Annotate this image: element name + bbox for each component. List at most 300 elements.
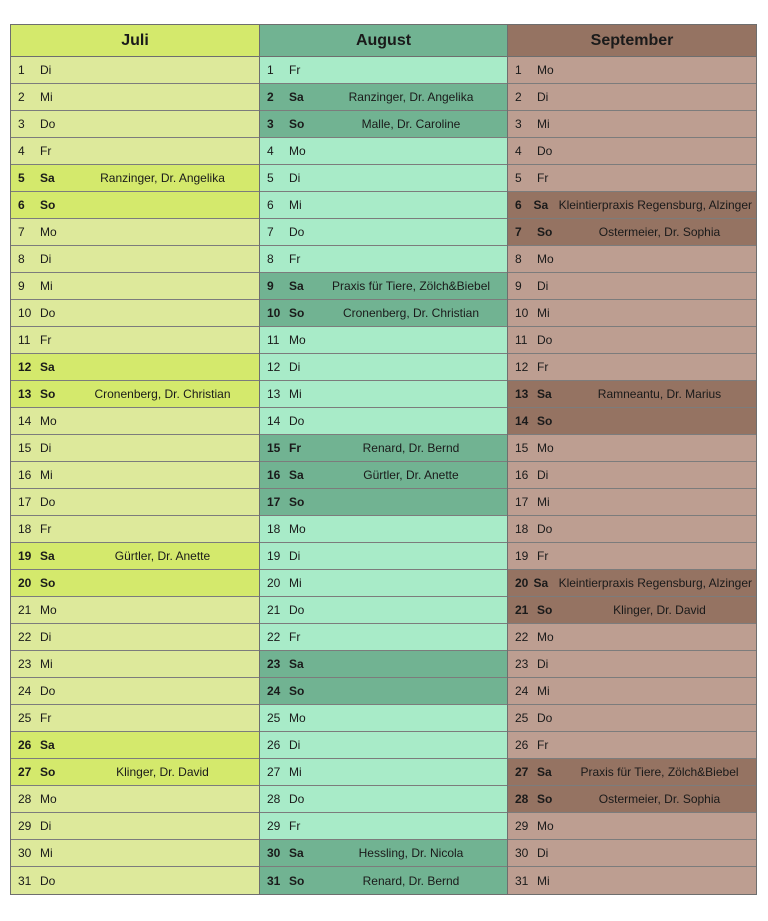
day-row: [260, 138, 507, 165]
day-row: [508, 138, 756, 165]
weekday: Mo: [537, 63, 554, 77]
day-row: [508, 354, 756, 381]
weekday: Mo: [537, 819, 554, 833]
duty-practice: Klinger, Dr. David: [613, 603, 706, 617]
day-row: [508, 516, 756, 543]
day-number: 18: [515, 522, 529, 536]
day-row: [508, 624, 756, 651]
day-row: [11, 84, 259, 111]
day-row: [508, 273, 756, 300]
day-row: [508, 759, 756, 786]
weekday: Do: [289, 225, 305, 239]
weekday: So: [537, 792, 553, 806]
weekday: Mo: [537, 252, 554, 266]
day-row: [508, 300, 756, 327]
weekday: Sa: [289, 279, 304, 293]
weekday: Do: [40, 684, 56, 698]
day-row: [11, 273, 259, 300]
day-row: [260, 678, 507, 705]
day-number: 8: [267, 252, 274, 266]
weekday: Di: [40, 819, 52, 833]
day-number: 17: [267, 495, 281, 509]
day-row: [11, 543, 259, 570]
day-number: 1: [18, 63, 25, 77]
weekday: Mi: [537, 117, 550, 131]
day-number: 20: [18, 576, 32, 590]
day-row: [260, 813, 507, 840]
day-number: 9: [18, 279, 25, 293]
weekday: Mi: [537, 495, 550, 509]
day-number: 28: [267, 792, 281, 806]
day-number: 6: [267, 198, 274, 212]
day-number: 15: [515, 441, 529, 455]
day-row: [11, 138, 259, 165]
weekday: So: [40, 198, 56, 212]
weekday: Mo: [289, 144, 306, 158]
duty-practice: Ranzinger, Dr. Angelika: [100, 171, 225, 185]
day-number: 30: [267, 846, 281, 860]
day-row: [508, 462, 756, 489]
day-row: [11, 381, 259, 408]
weekday: Mi: [537, 306, 550, 320]
day-number: 25: [267, 711, 281, 725]
day-number: 21: [18, 603, 32, 617]
day-number: 22: [267, 630, 281, 644]
weekday: Do: [40, 306, 56, 320]
day-number: 29: [515, 819, 529, 833]
day-number: 12: [18, 360, 32, 374]
day-row: [508, 543, 756, 570]
day-number: 7: [18, 225, 25, 239]
day-row: [508, 84, 756, 111]
weekday: Fr: [537, 549, 549, 563]
day-number: 23: [267, 657, 281, 671]
weekday: Sa: [537, 387, 552, 401]
day-number: 20: [515, 576, 529, 590]
day-row: [508, 57, 756, 84]
weekday: Do: [40, 873, 56, 888]
day-row: [11, 651, 259, 678]
duty-practice: Kleintierpraxis Regensburg, Alzinger: [558, 576, 752, 590]
day-row: [508, 192, 756, 219]
month-header: Juli: [11, 25, 259, 57]
day-number: 31: [18, 873, 32, 888]
day-row: [11, 759, 259, 786]
day-number: 19: [18, 549, 32, 563]
weekday: Sa: [289, 846, 304, 860]
day-row: [11, 597, 259, 624]
day-row: [11, 786, 259, 813]
weekday: Di: [40, 441, 52, 455]
month-column-september: [507, 25, 756, 894]
day-row: [508, 597, 756, 624]
duty-practice: Cronenberg, Dr. Christian: [342, 306, 480, 320]
day-row: [11, 408, 259, 435]
weekday: Di: [537, 279, 549, 293]
weekday: Mo: [40, 414, 57, 428]
weekday: Do: [40, 117, 56, 131]
weekday: So: [289, 117, 305, 131]
day-number: 15: [267, 441, 281, 455]
weekday: Fr: [537, 738, 549, 752]
day-row: [508, 435, 756, 462]
weekday: Di: [40, 63, 52, 77]
day-row: [260, 597, 507, 624]
weekday: So: [289, 684, 305, 698]
month-column-juli: [11, 25, 259, 894]
weekday: Mi: [40, 846, 53, 860]
day-row: [11, 57, 259, 84]
day-number: 25: [515, 711, 529, 725]
day-row: [260, 651, 507, 678]
day-number: 9: [267, 279, 274, 293]
day-number: 11: [18, 333, 31, 347]
day-number: 26: [18, 738, 32, 752]
duty-practice: Renard, Dr. Bernd: [362, 441, 460, 455]
weekday: Sa: [40, 738, 55, 752]
weekday: Fr: [40, 711, 52, 725]
weekday: Do: [289, 414, 305, 428]
day-row: [11, 489, 259, 516]
weekday: Fr: [289, 441, 301, 455]
weekday: Fr: [289, 63, 301, 77]
weekday: Mi: [40, 657, 53, 671]
day-number: 24: [18, 684, 32, 698]
day-number: 14: [515, 414, 529, 428]
day-row: [260, 867, 507, 894]
day-number: 30: [515, 846, 529, 860]
day-row: [260, 219, 507, 246]
day-number: 24: [267, 684, 281, 698]
weekday: Do: [40, 495, 56, 509]
weekday: Fr: [537, 171, 549, 185]
day-number: 10: [267, 306, 281, 320]
day-row: [11, 246, 259, 273]
day-row: [260, 111, 507, 138]
day-row: [260, 192, 507, 219]
weekday: Mo: [40, 792, 57, 806]
day-number: 4: [515, 144, 522, 158]
day-number: 4: [267, 144, 274, 158]
day-row: [260, 435, 507, 462]
month-column-august: [259, 25, 507, 894]
day-number: 9: [515, 279, 522, 293]
day-row: [508, 381, 756, 408]
day-row: [11, 705, 259, 732]
day-row: [11, 354, 259, 381]
weekday: Do: [537, 522, 553, 536]
day-number: 5: [515, 171, 522, 185]
day-row: [11, 192, 259, 219]
day-row: [11, 624, 259, 651]
day-number: 24: [515, 684, 529, 698]
day-row: [260, 516, 507, 543]
weekday: Sa: [289, 657, 304, 671]
day-row: [260, 840, 507, 867]
day-number: 26: [267, 738, 281, 752]
day-number: 22: [515, 630, 529, 644]
weekday: Di: [40, 630, 52, 644]
weekday: Fr: [537, 360, 549, 374]
day-number: 12: [515, 360, 529, 374]
duty-calendar: [10, 24, 757, 895]
day-row: [508, 327, 756, 354]
weekday: Mi: [40, 279, 53, 293]
day-row: [508, 165, 756, 192]
day-number: 27: [18, 765, 32, 779]
weekday: Mo: [537, 630, 554, 644]
day-number: 16: [515, 468, 529, 482]
day-row: [11, 165, 259, 192]
day-row: [508, 786, 756, 813]
duty-practice: Gürtler, Dr. Anette: [363, 468, 459, 482]
weekday: Mi: [537, 873, 550, 888]
day-row: [260, 327, 507, 354]
day-row: [508, 867, 756, 894]
day-row: [11, 678, 259, 705]
day-number: 29: [18, 819, 32, 833]
day-number: 3: [515, 117, 522, 131]
weekday: Di: [289, 360, 301, 374]
day-number: 5: [18, 171, 25, 185]
day-row: [11, 435, 259, 462]
day-number: 13: [267, 387, 281, 401]
weekday: Sa: [40, 360, 55, 374]
weekday: So: [537, 603, 553, 617]
day-row: [260, 624, 507, 651]
day-row: [508, 678, 756, 705]
day-number: 20: [267, 576, 281, 590]
duty-practice: Ostermeier, Dr. Sophia: [598, 225, 721, 239]
day-row: [260, 165, 507, 192]
day-number: 3: [18, 117, 25, 131]
weekday: So: [40, 387, 56, 401]
weekday: Do: [537, 711, 553, 725]
day-number: 11: [515, 333, 528, 347]
weekday: Mi: [289, 765, 302, 779]
weekday: Di: [289, 549, 301, 563]
weekday: Di: [537, 468, 549, 482]
day-row: [11, 732, 259, 759]
day-number: 21: [267, 603, 281, 617]
day-number: 6: [18, 198, 25, 212]
day-number: 5: [267, 171, 274, 185]
weekday: Mo: [289, 522, 306, 536]
day-number: 2: [515, 90, 522, 104]
day-number: 30: [18, 846, 32, 860]
day-number: 10: [18, 306, 32, 320]
duty-practice: Malle, Dr. Caroline: [361, 117, 461, 131]
weekday: Di: [289, 738, 301, 752]
day-number: 18: [18, 522, 32, 536]
duty-practice: Ramneantu, Dr. Marius: [597, 387, 722, 401]
day-number: 16: [18, 468, 32, 482]
day-row: [508, 111, 756, 138]
weekday: Mo: [537, 441, 554, 455]
day-number: 31: [515, 873, 529, 888]
day-number: 19: [267, 549, 281, 563]
day-row: [260, 300, 507, 327]
day-number: 23: [18, 657, 32, 671]
day-number: 3: [267, 117, 274, 131]
weekday: Sa: [533, 198, 549, 212]
weekday: Fr: [289, 630, 301, 644]
weekday: Mi: [537, 684, 550, 698]
duty-practice: Ostermeier, Dr. Sophia: [598, 792, 721, 806]
day-number: 7: [515, 225, 522, 239]
weekday: Fr: [40, 144, 52, 158]
day-row: [508, 705, 756, 732]
day-row: [260, 246, 507, 273]
day-row: [260, 570, 507, 597]
weekday: Sa: [533, 576, 549, 590]
day-number: 4: [18, 144, 25, 158]
day-row: [508, 489, 756, 516]
weekday: Mo: [289, 333, 306, 347]
day-number: 27: [267, 765, 281, 779]
weekday: Di: [537, 846, 549, 860]
day-row: [508, 570, 756, 597]
day-number: 1: [515, 63, 522, 77]
day-number: 2: [267, 90, 274, 104]
day-row: [11, 867, 259, 894]
day-number: 23: [515, 657, 529, 671]
weekday: Fr: [40, 522, 52, 536]
duty-practice: Kleintierpraxis Regensburg, Alzinger: [558, 198, 752, 212]
day-row: [260, 354, 507, 381]
day-row: [260, 489, 507, 516]
day-row: [260, 408, 507, 435]
day-row: [260, 381, 507, 408]
day-number: 31: [267, 873, 281, 888]
day-number: 18: [267, 522, 281, 536]
day-row: [11, 570, 259, 597]
weekday: Mi: [40, 468, 53, 482]
weekday: Fr: [289, 252, 301, 266]
weekday: Sa: [289, 90, 304, 104]
day-number: 28: [515, 792, 529, 806]
weekday: So: [537, 414, 553, 428]
day-number: 22: [18, 630, 32, 644]
weekday: Di: [289, 171, 301, 185]
day-number: 14: [267, 414, 281, 428]
day-number: 12: [267, 360, 281, 374]
weekday: Mi: [40, 90, 53, 104]
weekday: Do: [289, 603, 305, 617]
weekday: Fr: [289, 819, 301, 833]
month-header: September: [508, 25, 756, 57]
weekday: Sa: [289, 468, 304, 482]
weekday: Fr: [40, 333, 52, 347]
day-row: [11, 516, 259, 543]
weekday: Sa: [40, 171, 55, 185]
day-number: 28: [18, 792, 32, 806]
weekday: Di: [40, 252, 52, 266]
weekday: Mo: [40, 603, 57, 617]
day-number: 1: [267, 63, 274, 77]
day-row: [260, 273, 507, 300]
weekday: Mo: [289, 711, 306, 725]
weekday: Mi: [289, 387, 302, 401]
day-number: 21: [515, 603, 529, 617]
day-number: 13: [515, 387, 529, 401]
day-row: [508, 840, 756, 867]
day-number: 25: [18, 711, 32, 725]
day-number: 8: [18, 252, 25, 266]
weekday: Do: [289, 792, 305, 806]
day-row: [11, 111, 259, 138]
day-number: 14: [18, 414, 32, 428]
day-number: 27: [515, 765, 529, 779]
day-row: [508, 219, 756, 246]
day-row: [11, 840, 259, 867]
day-number: 7: [267, 225, 274, 239]
day-number: 17: [515, 495, 529, 509]
day-row: [11, 462, 259, 489]
weekday: So: [537, 225, 553, 239]
day-number: 2: [18, 90, 25, 104]
weekday: Mo: [40, 225, 57, 239]
day-number: 10: [515, 306, 529, 320]
day-row: [508, 813, 756, 840]
day-row: [260, 759, 507, 786]
day-number: 26: [515, 738, 529, 752]
duty-practice: Praxis für Tiere, Zölch&Biebel: [331, 279, 491, 293]
day-row: [260, 705, 507, 732]
duty-practice: Renard, Dr. Bernd: [362, 873, 460, 888]
day-row: [11, 219, 259, 246]
day-row: [11, 300, 259, 327]
day-number: 29: [267, 819, 281, 833]
day-number: 13: [18, 387, 32, 401]
weekday: Mi: [289, 198, 302, 212]
weekday: Do: [537, 333, 553, 347]
day-row: [508, 732, 756, 759]
weekday: So: [289, 306, 305, 320]
weekday: Do: [537, 144, 553, 158]
day-row: [260, 786, 507, 813]
day-row: [508, 246, 756, 273]
day-row: [508, 408, 756, 435]
day-row: [260, 84, 507, 111]
day-row: [260, 543, 507, 570]
day-row: [260, 57, 507, 84]
weekday: So: [40, 576, 56, 590]
duty-practice: Gürtler, Dr. Anette: [114, 549, 211, 563]
weekday: Sa: [537, 765, 552, 779]
day-row: [11, 813, 259, 840]
day-row: [11, 327, 259, 354]
weekday: So: [289, 873, 305, 888]
day-number: 8: [515, 252, 522, 266]
weekday: Mi: [289, 576, 302, 590]
day-number: 19: [515, 549, 529, 563]
duty-practice: Cronenberg, Dr. Christian: [94, 387, 231, 401]
day-row: [508, 651, 756, 678]
day-row: [260, 462, 507, 489]
day-row: [260, 732, 507, 759]
weekday: Di: [537, 657, 549, 671]
duty-practice: Praxis für Tiere, Zölch&Biebel: [580, 765, 739, 779]
day-number: 11: [267, 333, 280, 347]
day-number: 6: [515, 198, 522, 212]
weekday: Sa: [40, 549, 55, 563]
day-number: 15: [18, 441, 32, 455]
duty-practice: Ranzinger, Dr. Angelika: [348, 90, 474, 104]
duty-practice: Klinger, Dr. David: [116, 765, 209, 779]
day-number: 16: [267, 468, 281, 482]
duty-practice: Hessling, Dr. Nicola: [358, 846, 464, 860]
